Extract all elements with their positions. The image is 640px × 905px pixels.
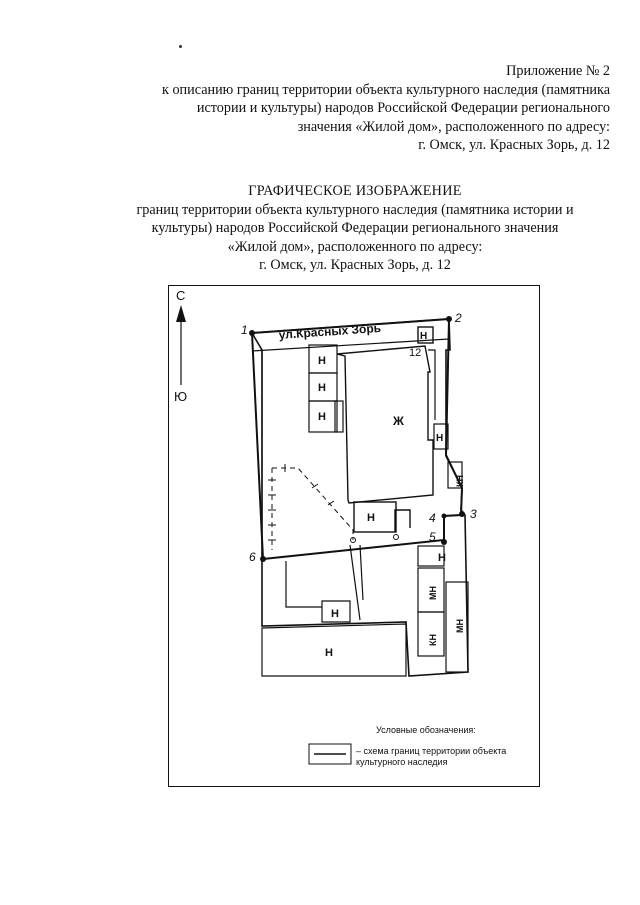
boundary-points xyxy=(249,316,465,562)
hollow-points xyxy=(351,535,399,543)
appendix-line-2: истории и культуры) народов Российской Федерации регионального xyxy=(196,100,610,116)
compass xyxy=(174,288,187,404)
legend-text-1: – схема границ территории объекта xyxy=(356,746,507,756)
appendix-line-4: г. Омск, ул. Красных Зорь, д. 12 xyxy=(418,137,610,153)
point-label: 4 xyxy=(429,511,436,525)
point-label: 3 xyxy=(470,507,477,521)
heading-line-4: г. Омск, ул. Красных Зорь, д. 12 xyxy=(259,257,451,273)
heading-line-1: границ территории объекта культурного наследия (памятника истории и xyxy=(136,201,574,218)
legend xyxy=(309,725,506,767)
small-buildings-left xyxy=(309,345,343,432)
building-label: КН xyxy=(428,634,438,646)
appendix-line-1: к описанию границ территории объекта культурного наследия (памятника xyxy=(162,81,610,98)
dashed-boundary xyxy=(272,468,353,550)
building-label: МН xyxy=(455,619,465,633)
building-label: Н xyxy=(318,411,326,423)
building-label: Н xyxy=(318,355,326,367)
lower-buildings xyxy=(262,545,468,676)
building-label: Н xyxy=(436,433,444,444)
point-label: 2 xyxy=(455,311,462,325)
point-label: 5 xyxy=(429,530,436,544)
building-label: Н xyxy=(367,512,375,524)
building-label: Н xyxy=(331,608,339,620)
point-label: 1 xyxy=(241,323,248,337)
heading-title: ГРАФИЧЕСКОЕ ИЗОБРАЖЕНИЕ xyxy=(248,183,462,199)
house-number-label: 12 xyxy=(409,347,422,359)
legend-title: Условные обозначения: xyxy=(376,725,476,735)
building-label: Н xyxy=(318,382,326,394)
main-building-label: Ж xyxy=(393,414,404,428)
legend-text-2: культурного наследия xyxy=(356,757,448,767)
heading-line-2: культуры) народов Российской Федерации регионального значения xyxy=(151,220,559,236)
north-label: С xyxy=(176,288,186,303)
south-label: Ю xyxy=(174,389,188,404)
building-label: Н xyxy=(325,647,333,659)
point-label: 6 xyxy=(249,550,256,564)
building-label: Н xyxy=(438,552,446,564)
dashed-ticks xyxy=(268,464,334,540)
building-label: МН xyxy=(428,586,438,600)
heading-line-3: «Жилой дом», расположенного по адресу: xyxy=(227,238,483,255)
appendix-line-3: значения «Жилой дом», расположенного по адресу: xyxy=(297,118,610,135)
building-label: КН xyxy=(455,475,465,487)
street-band xyxy=(252,339,449,560)
building-label: Н xyxy=(420,331,428,342)
appendix-number: Приложение № 2 xyxy=(506,63,610,79)
street-label: ул.Красных Зорь xyxy=(278,320,382,342)
